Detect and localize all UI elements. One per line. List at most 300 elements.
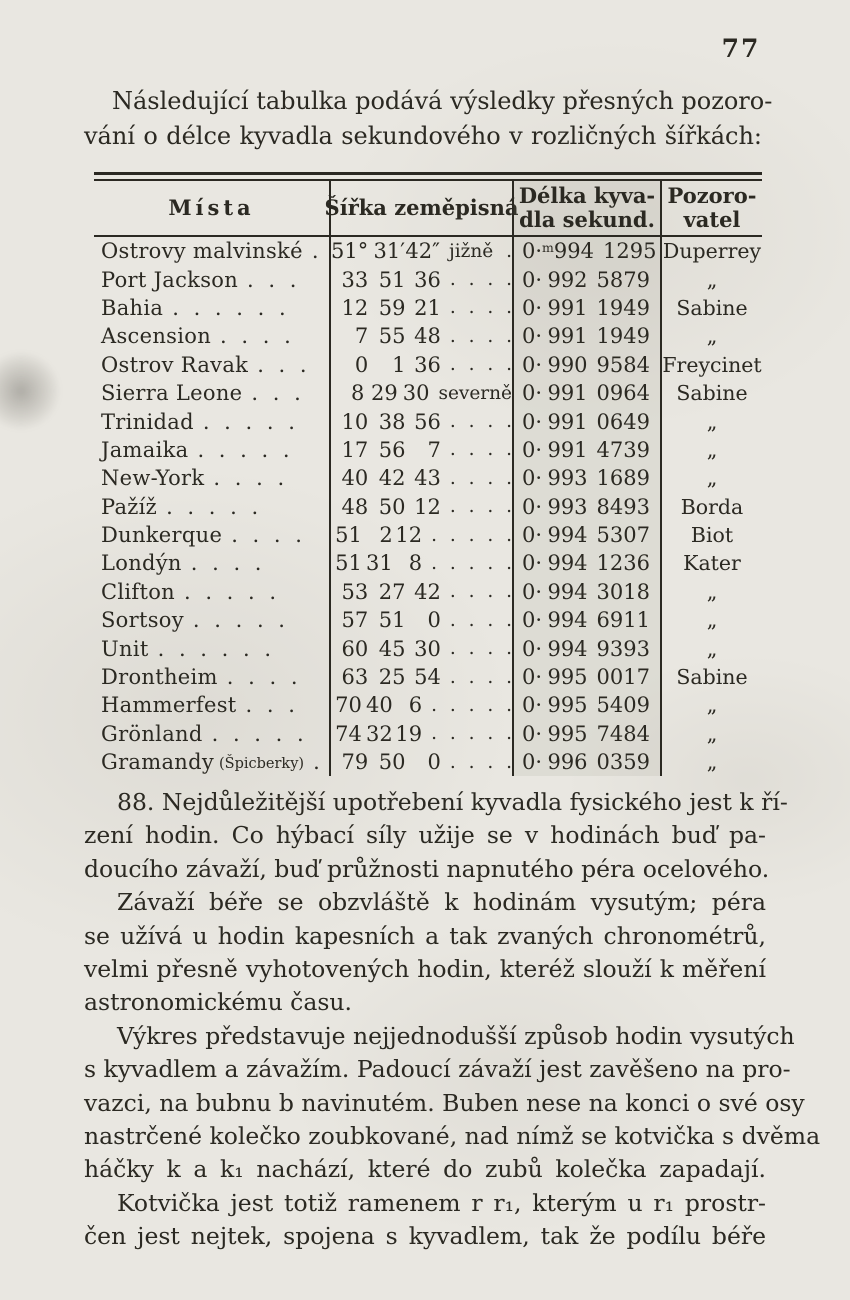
latitude-seconds: 12: [414, 494, 441, 519]
latitude-note: . . . . .: [431, 524, 513, 546]
leader-dots: . . . .: [190, 551, 262, 576]
latitude-cell: [331, 265, 514, 293]
leader-dots: . . . .: [226, 665, 298, 690]
latitude-cell: [331, 521, 514, 549]
place-cell: [94, 493, 331, 521]
pendulum-length-cell: [514, 464, 662, 492]
place-name-small: (Špicberky): [219, 756, 305, 773]
place-cell: [94, 549, 331, 577]
place-name: Hammerfest: [101, 693, 237, 718]
length-main-digits: 993: [547, 466, 588, 491]
place-cell: [94, 407, 331, 435]
table-row: [94, 265, 762, 293]
length-fraction-digits: 6911: [596, 608, 650, 633]
paragraph-line: astronomickému času.: [84, 988, 353, 1017]
latitude-note: . . . .: [449, 269, 513, 291]
latitude-degrees: 7: [354, 324, 369, 349]
latitude-minutes: 1: [392, 352, 406, 377]
pendulum-length-cell: [514, 663, 662, 691]
pendulum-length-cell: [514, 322, 662, 350]
length-prefix: 0·: [522, 295, 543, 320]
latitude-note: . . . . .: [431, 694, 513, 716]
table-row: [94, 436, 762, 464]
latitude-degrees: 63: [341, 665, 369, 690]
leader-dots: . . . . .: [197, 437, 290, 462]
latitude-minutes: 56: [378, 437, 406, 462]
length-fraction-digits: 5307: [596, 523, 650, 548]
length-main-digits: 991: [547, 381, 588, 406]
latitude-minutes: 40: [366, 693, 393, 718]
latitude-note: . . . .: [449, 325, 513, 347]
length-fraction-digits: 0017: [596, 665, 650, 690]
latitude-seconds: 42: [414, 579, 441, 604]
latitude-seconds: 56: [414, 409, 441, 434]
length-main-digits: 994: [547, 551, 588, 576]
length-prefix: 0·: [522, 750, 543, 775]
leader-dots: . . .: [257, 352, 307, 377]
length-fraction-digits: 0359: [596, 750, 650, 775]
paragraph-line: s kyvadlem a závažím. Padoucí závaží jest zavěšeno na pro-: [84, 1055, 791, 1084]
table-row: [94, 322, 762, 350]
place-name: New-York: [101, 466, 205, 491]
pendulum-length-cell: [514, 237, 662, 265]
length-prefix: 0·: [522, 466, 543, 491]
latitude-seconds: 30: [414, 636, 441, 661]
leader-dots: . . . . .: [211, 721, 304, 746]
latitude-note: severně: [438, 382, 513, 404]
latitude-minutes: 59: [378, 295, 406, 320]
place-cell: [94, 606, 331, 634]
latitude-note: . . . .: [449, 609, 513, 631]
place-cell: [94, 379, 331, 407]
place-cell: [94, 294, 331, 322]
place-name: Sortsoy: [101, 608, 184, 633]
latitude-cell: [331, 436, 514, 464]
length-prefix: 0·: [522, 437, 543, 462]
place-name: Unit: [101, 636, 149, 661]
observer-cell: Borda: [680, 494, 744, 519]
observer-cell: „: [706, 750, 718, 775]
leader-dots: . . . . .: [202, 409, 295, 434]
pendulum-length-cell: [514, 265, 662, 293]
length-fraction-digits: 1949: [596, 295, 650, 320]
observer-cell: Sabine: [676, 295, 748, 320]
table-row: [94, 606, 762, 634]
table-header-2: [324, 181, 519, 235]
leader-dots: . . . . . .: [172, 295, 286, 320]
place-cell: [94, 265, 331, 293]
table-row: [94, 720, 762, 748]
observer-cell: „: [706, 579, 718, 604]
length-main-digits: 991: [547, 409, 588, 434]
latitude-minutes: 31: [366, 551, 393, 576]
leader-dots: . . . . .: [183, 579, 277, 604]
observer-cell: „: [706, 324, 718, 349]
latitude-seconds: 48: [414, 324, 441, 349]
length-main-digits: 991: [547, 324, 588, 349]
observer-cell: „: [706, 466, 718, 491]
place-cell: [94, 237, 331, 265]
length-prefix: 0·: [522, 494, 543, 519]
paragraph-line: Výkres představuje nejjednodušší způsob hodin vysutých: [117, 1021, 795, 1050]
latitude-note: . . . .: [449, 467, 513, 489]
observer-cell: „: [706, 721, 718, 746]
latitude-note: . . . . .: [431, 723, 513, 745]
place-cell: [94, 521, 331, 549]
length-fraction-digits: 1689: [596, 466, 650, 491]
length-main-digits: 993: [547, 494, 588, 519]
pendulum-length-cell: [514, 634, 662, 662]
latitude-degrees: 74: [335, 721, 362, 746]
observer-cell: Kater: [683, 551, 741, 576]
latitude-degrees: 51: [335, 523, 362, 548]
pendulum-length-cell: [514, 294, 662, 322]
length-main-digits: 994: [547, 579, 588, 604]
length-prefix: 0·: [522, 579, 543, 604]
latitude-minutes: 32: [366, 721, 393, 746]
latitude-minutes: 51: [378, 267, 406, 292]
table-row: [94, 634, 762, 662]
leader-dots: . . .: [247, 267, 297, 292]
latitude-minutes: 2: [379, 523, 393, 548]
length-main-digits: 990: [547, 352, 588, 377]
length-prefix: 0·: [522, 324, 543, 349]
table-header-line: dla sekund.: [519, 207, 655, 232]
latitude-note: . . . .: [449, 496, 513, 518]
latitude-note: . . . .: [449, 439, 513, 461]
latitude-seconds: 42″: [405, 239, 440, 264]
latitude-minutes: 50: [378, 494, 406, 519]
length-prefix: 0·: [522, 721, 543, 746]
latitude-cell: [331, 351, 514, 379]
observer-cell: „: [706, 636, 718, 661]
latitude-note: . . . .: [449, 581, 513, 603]
latitude-degrees: 48: [341, 494, 369, 519]
leader-dots: . . .: [251, 381, 301, 406]
latitude-degrees: 60: [341, 636, 369, 661]
length-main-digits: 991: [547, 295, 588, 320]
place-cell: [94, 748, 331, 776]
table-row: [94, 549, 762, 577]
place-name: Sierra Leone: [101, 381, 243, 406]
latitude-note: . . . .: [449, 297, 513, 319]
table-row: [94, 379, 762, 407]
latitude-minutes: 42: [378, 466, 406, 491]
place-name: Jamaika: [101, 437, 189, 462]
table-row: [94, 464, 762, 492]
paragraph-line: háčky k a k₁ nachází, které do zubů kolečka zapadají.: [84, 1155, 766, 1184]
table-header-line: Pozoro-: [667, 183, 757, 208]
latitude-cell: [331, 464, 514, 492]
latitude-seconds: 19: [395, 721, 423, 746]
latitude-degrees: 8: [351, 381, 365, 406]
length-prefix: 0·: [522, 636, 543, 661]
latitude-minutes: 51: [378, 608, 406, 633]
table-row: [94, 691, 762, 719]
length-fraction-digits: 4739: [596, 437, 650, 462]
pendulum-length-cell: [514, 549, 662, 577]
pendulum-length-cell: [514, 720, 662, 748]
intro-line: vání o délce kyvadla sekundového v rozličných šířkách:: [84, 122, 762, 150]
length-fraction-digits: 1949: [596, 324, 650, 349]
latitude-minutes: 27: [378, 579, 406, 604]
latitude-cell: [331, 606, 514, 634]
latitude-seconds: 0: [427, 608, 441, 633]
pendulum-length-cell: [514, 407, 662, 435]
length-fraction-digits: 9393: [596, 636, 650, 661]
table-row: [94, 748, 762, 776]
latitude-seconds: 54: [414, 665, 441, 690]
place-cell: [94, 464, 331, 492]
latitude-note: . . . .: [449, 638, 513, 660]
length-unit-superscript: m: [542, 240, 554, 255]
latitude-cell: [331, 407, 514, 435]
length-main-digits: 994: [547, 608, 588, 633]
length-prefix: 0·: [522, 352, 543, 377]
length-fraction-digits: 0649: [596, 409, 650, 434]
latitude-seconds: 6: [408, 693, 423, 718]
pendulum-length-cell: [514, 606, 662, 634]
leader-dots: . . . .: [220, 324, 291, 349]
pendulum-length-cell: [514, 691, 662, 719]
latitude-degrees: 51: [335, 551, 362, 576]
paragraph-line: doucího závaží, buď průžnosti napnutého péra ocelového.: [84, 854, 770, 883]
place-name: Clifton: [101, 579, 175, 604]
length-prefix: 0·: [522, 551, 543, 576]
latitude-cell: [331, 379, 514, 407]
paragraph-line: vazci, na bubnu b navinutém. Buben nese na konci o své osy: [84, 1088, 805, 1117]
place-name: Trinidad: [101, 409, 194, 434]
pendulum-length-cell: [514, 578, 662, 606]
leader-dots: . . .: [245, 693, 295, 718]
paragraph-line: Závaží béře se obzvláště k hodinám vysutým; péra: [117, 888, 766, 917]
length-prefix: 0·: [522, 381, 543, 406]
place-name: Ascension: [101, 324, 212, 349]
latitude-degrees: 79: [341, 750, 369, 775]
table-row: [94, 663, 762, 691]
length-fraction-digits: 3018: [596, 579, 650, 604]
length-fraction-digits: 8493: [596, 494, 650, 519]
length-fraction-digits: 1295: [603, 239, 657, 264]
length-main-digits: 995: [547, 693, 588, 718]
length-fraction-digits: 5409: [596, 693, 650, 718]
length-prefix: 0·: [522, 693, 543, 718]
place-cell: [94, 691, 331, 719]
latitude-note: . . . . .: [431, 552, 513, 574]
length-fraction-digits: 5879: [596, 267, 650, 292]
table-header-1: [94, 181, 331, 235]
length-main-digits: 991: [547, 437, 588, 462]
length-fraction-digits: 1236: [596, 551, 650, 576]
latitude-cell: [331, 237, 514, 265]
length-main-digits: 994: [547, 523, 588, 548]
length-main-digits: 994: [553, 239, 594, 264]
leader-dots: . . . .: [213, 466, 285, 491]
length-main-digits: 995: [547, 665, 588, 690]
latitude-seconds: 36: [414, 267, 441, 292]
latitude-note: . . . .: [449, 411, 513, 433]
latitude-seconds: 21: [414, 295, 441, 320]
place-cell: [94, 322, 331, 350]
paragraph-line: zení hodin. Co hýbací síly užije se v hodinách buď pa-: [84, 821, 766, 850]
latitude-cell: [331, 294, 514, 322]
table-header-line: Šířka zeměpisná: [324, 195, 519, 220]
place-cell: [94, 663, 331, 691]
latitude-cell: [331, 691, 514, 719]
table-row: [94, 294, 762, 322]
table-row: [94, 578, 762, 606]
leader-dots: .: [311, 239, 319, 264]
place-name: Port Jackson: [101, 267, 239, 292]
latitude-seconds: 8: [408, 551, 423, 576]
table-top-rule: [94, 172, 762, 181]
paragraph-line: čen jest nejtek, spojena s kyvadlem, tak že podílu béře: [84, 1222, 766, 1251]
place-cell: [94, 634, 331, 662]
place-name: Ostrov Ravak: [101, 352, 249, 377]
place-name: Ostrovy malvinské: [101, 239, 303, 264]
length-fraction-digits: 9584: [596, 352, 650, 377]
pendulum-length-cell: [514, 521, 662, 549]
latitude-cell: [331, 578, 514, 606]
length-fraction-digits: 7484: [596, 721, 650, 746]
observer-cell: „: [706, 693, 718, 718]
table-header-line: vatel: [683, 207, 741, 232]
length-prefix: 0·: [522, 239, 543, 264]
latitude-cell: [331, 748, 514, 776]
table-header-4: [662, 181, 762, 235]
length-prefix: 0·: [522, 267, 543, 292]
pendulum-length-cell: [514, 436, 662, 464]
paragraph-line: se užívá u hodin kapesních a tak zvaných chronométrů,: [84, 921, 766, 950]
observer-cell: Freycinet: [662, 352, 762, 377]
latitude-minutes: 55: [378, 324, 406, 349]
place-cell: [94, 578, 331, 606]
place-cell: [94, 436, 331, 464]
length-main-digits: 996: [547, 750, 588, 775]
length-main-digits: 995: [547, 721, 588, 746]
latitude-note: . . . .: [449, 354, 513, 376]
latitude-degrees: 53: [341, 579, 369, 604]
latitude-minutes: 31′: [373, 239, 406, 264]
length-prefix: 0·: [522, 409, 543, 434]
latitude-minutes: 38: [378, 409, 406, 434]
intro-paragraph: [84, 84, 773, 154]
latitude-cell: [331, 322, 514, 350]
latitude-minutes: 50: [378, 750, 406, 775]
table-row: [94, 237, 762, 265]
latitude-minutes: 45: [378, 636, 406, 661]
pendulum-length-cell: [514, 493, 662, 521]
paragraph-line: 88. Nejdůležitější upotřebení kyvadla fysického jest k ří-: [117, 788, 788, 816]
latitude-seconds: 12: [395, 523, 423, 548]
pendulum-length-table: [94, 172, 762, 776]
latitude-note: . . . .: [449, 751, 513, 773]
latitude-degrees: 17: [341, 437, 369, 462]
leader-dots: .: [313, 750, 320, 775]
length-prefix: 0·: [522, 608, 543, 633]
pendulum-length-cell: [514, 379, 662, 407]
latitude-note: . . . .: [449, 666, 513, 688]
latitude-degrees: 40: [341, 466, 369, 491]
body-paragraphs: [84, 786, 821, 1253]
intro-line: Následující tabulka podává výsledky přesných pozoro-: [112, 87, 773, 115]
latitude-degrees: 51°: [331, 239, 369, 264]
latitude-seconds: 43: [414, 466, 441, 491]
latitude-seconds: 30: [402, 381, 430, 406]
latitude-seconds: 7: [427, 437, 441, 462]
table-header-row: [94, 181, 762, 235]
latitude-cell: [331, 634, 514, 662]
latitude-minutes: 29: [371, 381, 398, 406]
leader-dots: . . . .: [231, 523, 302, 548]
length-prefix: 0·: [522, 665, 543, 690]
length-main-digits: 994: [547, 636, 588, 661]
observer-cell: Sabine: [676, 381, 748, 406]
observer-cell: Duperrey: [662, 239, 762, 264]
observer-cell: „: [706, 608, 718, 633]
observer-cell: Sabine: [676, 665, 748, 690]
table-header-line: Délka kyva-: [518, 183, 656, 208]
paragraph-line: velmi přesně vyhotovených hodin, kteréž slouží k měření: [84, 954, 766, 983]
table-header-line: Místa: [168, 195, 255, 220]
leader-dots: . . . . .: [192, 608, 285, 633]
latitude-degrees: 57: [341, 608, 369, 633]
observer-cell: „: [706, 437, 718, 462]
table-row: [94, 351, 762, 379]
table-header-3: [514, 181, 662, 235]
place-cell: [94, 351, 331, 379]
observer-cell: „: [706, 267, 718, 292]
table-body: [94, 237, 762, 776]
latitude-degrees: 33: [341, 267, 369, 292]
latitude-minutes: 25: [378, 665, 406, 690]
latitude-cell: [331, 549, 514, 577]
leader-dots: . . . . .: [166, 494, 259, 519]
latitude-cell: [331, 663, 514, 691]
length-fraction-digits: 0964: [596, 381, 650, 406]
table-row: [94, 521, 762, 549]
place-name: Bahia: [101, 295, 164, 320]
latitude-seconds: 0: [427, 750, 441, 775]
paragraph-line: Kotvička jest totiž ramenem r r₁, kterým u r₁ prostr-: [117, 1188, 766, 1217]
latitude-cell: [331, 720, 514, 748]
latitude-seconds: 36: [414, 352, 441, 377]
page-number: 77: [721, 34, 761, 63]
latitude-degrees: 0: [354, 352, 369, 377]
leader-dots: . . . . . .: [157, 636, 272, 661]
table-row: [94, 493, 762, 521]
pendulum-length-cell: [514, 748, 662, 776]
place-name: Drontheim: [101, 665, 218, 690]
place-name: Dunkerque: [101, 523, 223, 548]
length-main-digits: 992: [547, 267, 588, 292]
length-prefix: 0·: [522, 523, 543, 548]
place-cell: [94, 720, 331, 748]
place-name: Pažíž: [101, 494, 158, 519]
scan-smudge-artifact: [0, 352, 60, 430]
pendulum-length-cell: [514, 351, 662, 379]
observer-cell: Biot: [690, 523, 734, 548]
place-name: Gramandy: [101, 750, 214, 775]
latitude-degrees: 12: [341, 295, 369, 320]
latitude-degrees: 10: [341, 409, 369, 434]
observer-cell: „: [706, 409, 718, 434]
latitude-cell: [331, 493, 514, 521]
table-row: [94, 407, 762, 435]
place-name: Grönland: [101, 721, 203, 746]
paragraph-line: nastrčené kolečko zoubkované, nad nímž se kotvička s dvěma: [84, 1121, 821, 1150]
latitude-degrees: 70: [335, 693, 362, 718]
